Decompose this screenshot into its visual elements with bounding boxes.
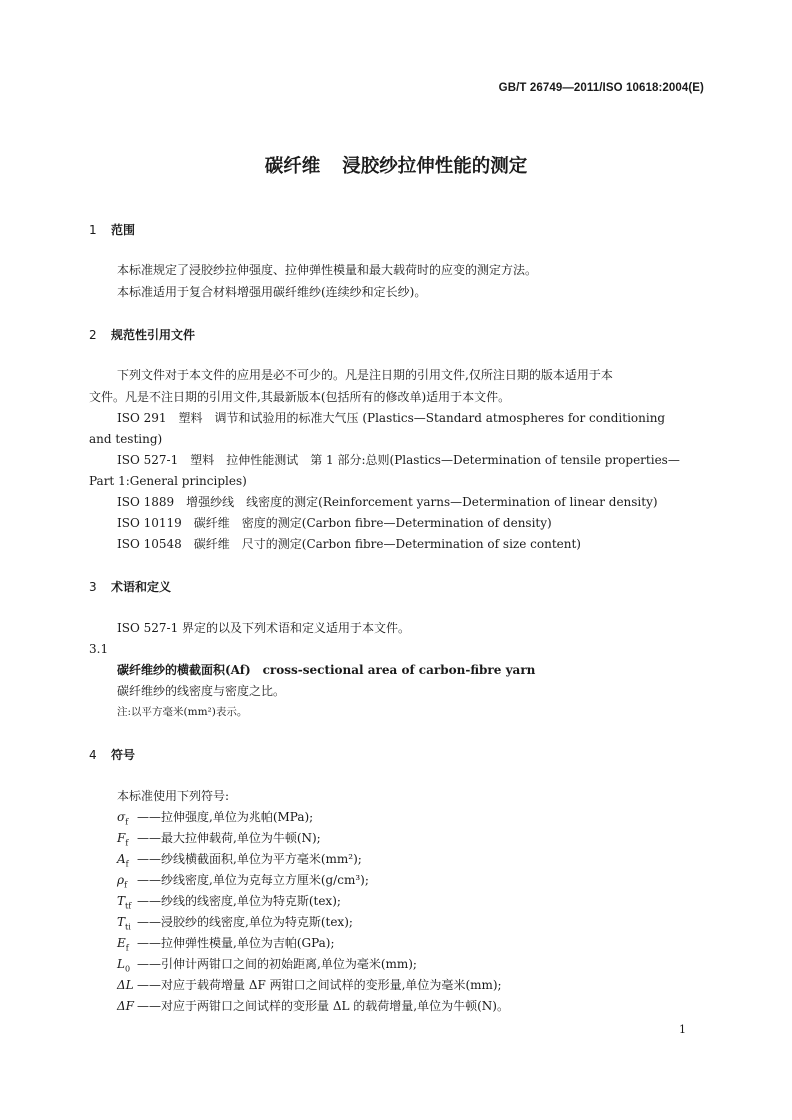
symbol-row: $F_f$ ——最大拉伸载荷,单位为牛顿(N); <box>117 831 321 848</box>
subsection-3-1-number: 3.1 <box>89 642 109 656</box>
section-2-paragraph-line-1: 下列文件对于本文件的应用是必不可少的。凡是注日期的引用文件,仅所注日期的版本适用于本 <box>117 368 613 382</box>
symbols-intro: 本标准使用下列符号: <box>117 789 230 803</box>
title-part-2: 浸胶纱拉伸性能的测定 <box>342 156 528 177</box>
section-4-heading: 4 符号 <box>89 748 136 762</box>
term-definition: 碳纤维纱的线密度与密度之比。 <box>117 684 286 698</box>
symbol-row: $T_{ti}$ ——浸胶纱的线密度,单位为特克斯(tex); <box>117 915 353 932</box>
reference-iso-291-line-1: ISO 291 塑料 调节和试验用的标准大气压 (Plastics—Standard atmospheres for conditioning <box>117 411 666 425</box>
symbol-row: $\rho_f$ ——纱线密度,单位为克每立方厘米(g/cm³); <box>117 873 369 890</box>
section-1-heading: 1 范围 <box>89 223 136 237</box>
page-number: 1 <box>679 1023 686 1036</box>
reference-iso-527-line-1: ISO 527-1 塑料 拉伸性能测试 第 1 部分:总则(Plastics—Determination of tensile properties— <box>117 453 680 467</box>
symbol-row: ΔF ——对应于两钳口之间试样的变形量 ΔL 的载荷增量,单位为牛顿(N)。 <box>117 999 509 1013</box>
term-cross-sectional-area: 碳纤维纱的横截面积(Af) cross-sectional area of carbon-fibre yarn <box>117 663 536 677</box>
symbol-row: $\sigma_f$ ——拉伸强度,单位为兆帕(MPa); <box>117 810 314 827</box>
symbol-row: $E_f$ ——拉伸弹性模量,单位为吉帕(GPa); <box>117 936 335 953</box>
symbol-row: $T_{tf}$ ——纱线的线密度,单位为特克斯(tex); <box>117 894 341 911</box>
title-part-1: 碳纤维 <box>264 156 321 177</box>
reference-iso-10119: ISO 10119 碳纤维 密度的测定(Carbon fibre—Determination of density) <box>117 516 552 530</box>
reference-iso-10548: ISO 10548 碳纤维 尺寸的测定(Carbon fibre—Determination of size content) <box>117 537 581 551</box>
symbol-row: $A_f$ ——纱线横截面积,单位为平方毫米(mm²); <box>117 852 362 869</box>
section-2-paragraph-line-2: 文件。凡是不注日期的引用文件,其最新版本(包括所有的修改单)适用于本文件。 <box>89 390 511 404</box>
symbol-row: $L_0$ ——引伸计两钳口之间的初始距离,单位为毫米(mm); <box>117 957 417 974</box>
document-title <box>0 152 792 178</box>
term-note: 注:以平方毫米(mm²)表示。 <box>117 706 248 718</box>
reference-iso-1889: ISO 1889 增强纱线 线密度的测定(Reinforcement yarns—Determination of linear density) <box>117 495 658 509</box>
section-3-paragraph: ISO 527-1 界定的以及下列术语和定义适用于本文件。 <box>117 621 411 635</box>
reference-iso-527-line-2: Part 1:General principles) <box>89 474 247 488</box>
section-3-heading: 3 术语和定义 <box>89 580 172 594</box>
section-1-paragraph-2: 本标准适用于复合材料增强用碳纤维纱(连续纱和定长纱)。 <box>117 285 427 299</box>
section-2-heading: 2 规范性引用文件 <box>89 328 196 342</box>
symbol-row: ΔL ——对应于载荷增量 ΔF 两钳口之间试样的变形量,单位为毫米(mm); <box>117 978 502 992</box>
standard-code: GB/T 26749—2011/ISO 10618:2004(E) <box>498 82 704 94</box>
section-1-paragraph-1: 本标准规定了浸胶纱拉伸强度、拉伸弹性模量和最大载荷时的应变的测定方法。 <box>117 263 538 277</box>
reference-iso-291-line-2: and testing) <box>89 432 163 446</box>
